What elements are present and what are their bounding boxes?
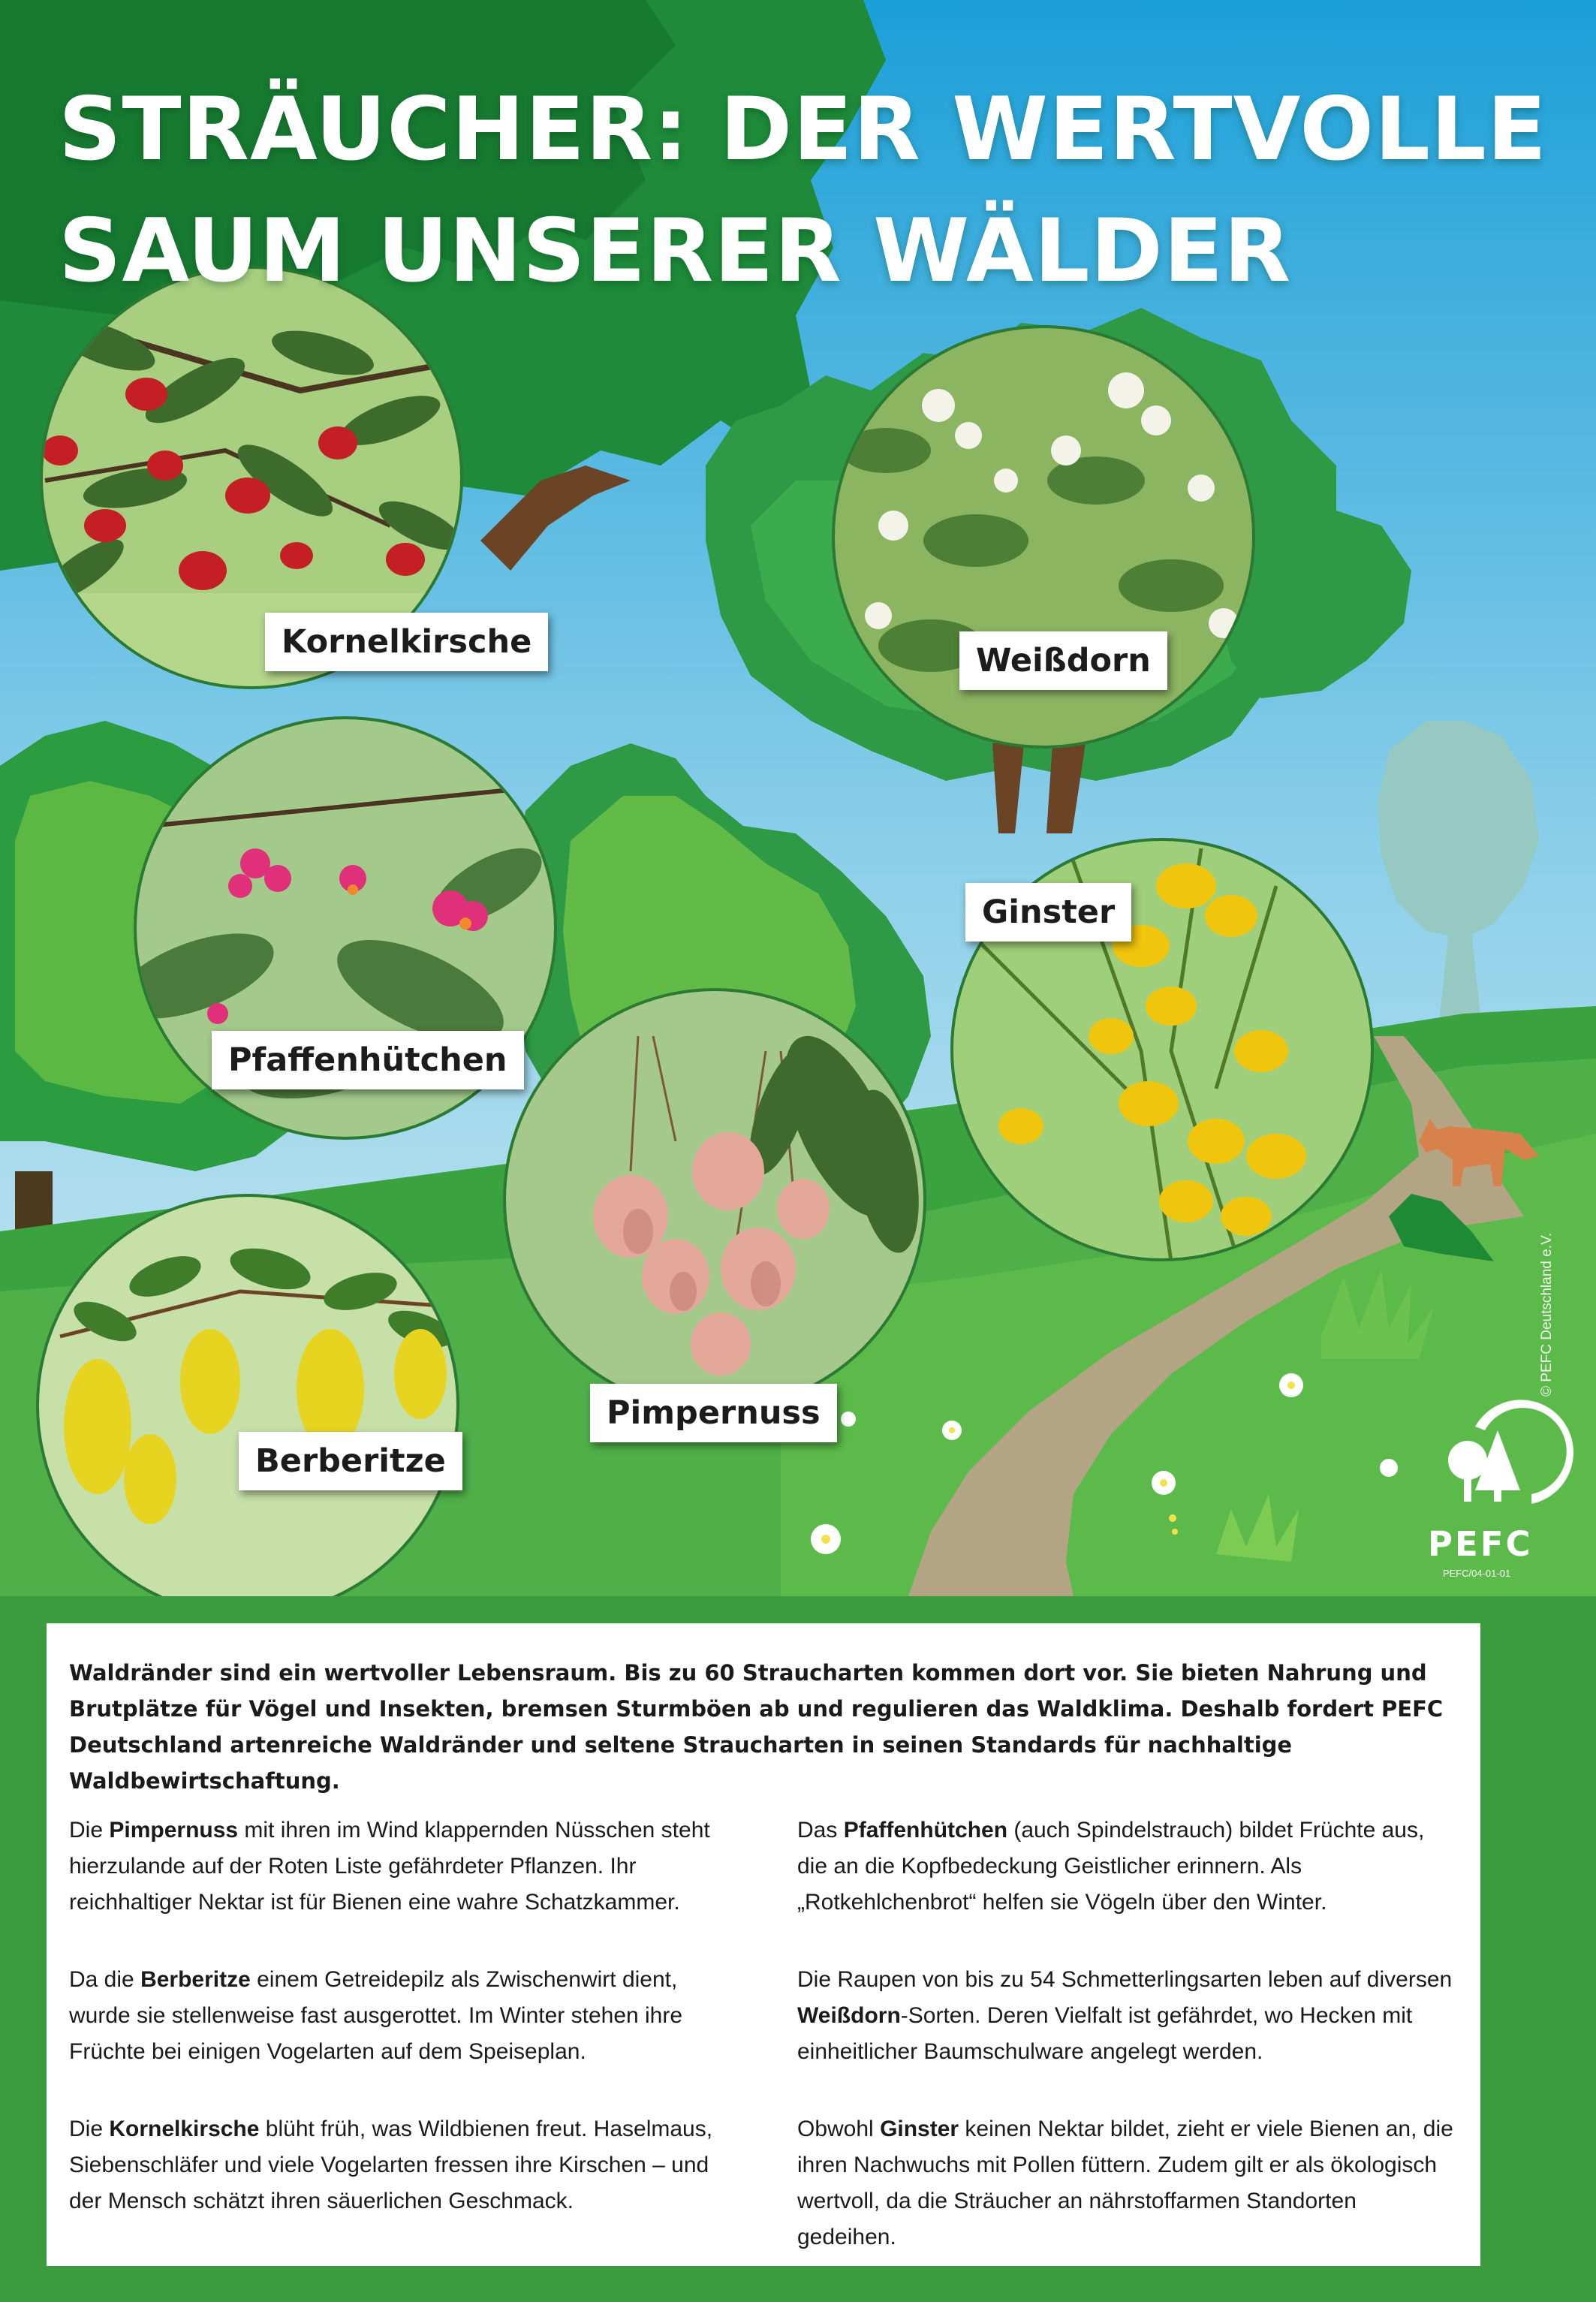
copyright-text: © PEFC Deutschland e.V. <box>1539 1232 1555 1397</box>
paragraph-kornelkirsche: Die Kornelkirsche blüht früh, was Wildbienen freut. Haselmaus, Siebenschläfer und viele Vogelarten fressen ihre Kirschen – und der Mensch schätzt ihren säuerlichen Geschmack. <box>69 2117 713 2213</box>
label-weissdorn: Weißdorn <box>959 631 1167 690</box>
pefc-code: PEFC/04-01-01 <box>1442 1568 1511 1579</box>
pefc-logo-text: PEFC <box>1428 1524 1533 1564</box>
title-line-2: SAUM UNSERER WÄLDER <box>59 200 1292 302</box>
text-column-right <box>797 1812 1458 2297</box>
paragraph-ginster: Obwohl Ginster keinen Nektar bildet, zieht er viele Bienen an, die ihren Nachwuchs mit Pollen füttern. Zudem gilt er als ökologisch wertvoll, da die Sträucher an nährstoffarmen Standorten gedeihen. <box>797 2117 1453 2249</box>
text-column-left <box>69 1812 730 2261</box>
paragraph-weissdorn: Die Raupen von bis zu 54 Schmetterlingsarten leben auf diversen Weißdorn-Sorten. Deren Vielfalt ist gefährdet, wo Hecken mit einheitlicher Baumschulware angelegt werden. <box>797 1967 1453 2064</box>
label-ginster: Ginster <box>965 883 1131 942</box>
page-title <box>59 69 1547 312</box>
paragraph-berberitze: Da die Berberitze einem Getreidepilz als Zwischenwirt dient, wurde sie stellenweise fast ausgerottet. Im Winter stehen ihre Früchte bei einigen Vogelarten auf dem Speiseplan. <box>69 1967 683 2064</box>
label-pimpernuss: Pimpernuss <box>590 1384 837 1442</box>
label-kornelkirsche: Kornelkirsche <box>265 613 548 671</box>
paragraph-pimpernuss: Die Pimpernuss mit ihren im Wind klappernden Nüsschen steht hierzulande auf der Roten Liste gefährdeter Pflanzen. Ihr reichhaltiger Nektar ist für Bienen eine wahre Schatzkammer. <box>69 1818 710 1915</box>
label-berberitze: Berberitze <box>239 1432 462 1490</box>
title-line-1: STRÄUCHER: DER WERTVOLLE <box>59 79 1548 180</box>
copyright-credit <box>1539 1232 1555 1412</box>
intro-paragraph: Waldränder sind ein wertvoller Lebensraum. Bis zu 60 Straucharten kommen dort vor. Sie bieten Nahrung und Brutplätze für Vögel und Insekten, bremsen Sturmböen ab und regulieren das Waldklima. Deshalb fordert PEFC Deutschland artenreiche Waldränder und seltene Straucharten in seinen Standards für nachhaltige Waldbewirtschaftung. <box>69 1660 1444 1794</box>
paragraph-pfaffenhuetchen: Das Pfaffenhütchen (auch Spindelstrauch) bildet Früchte aus, die an die Kopfbedeckung Geistlicher erinnern. Als „Rotkehlchenbrot“ helfen sie Vögeln über den Winter. <box>797 1818 1425 1915</box>
text-panel <box>47 1623 1480 2266</box>
label-pfaffenhuetchen: Pfaffenhütchen <box>212 1031 524 1089</box>
